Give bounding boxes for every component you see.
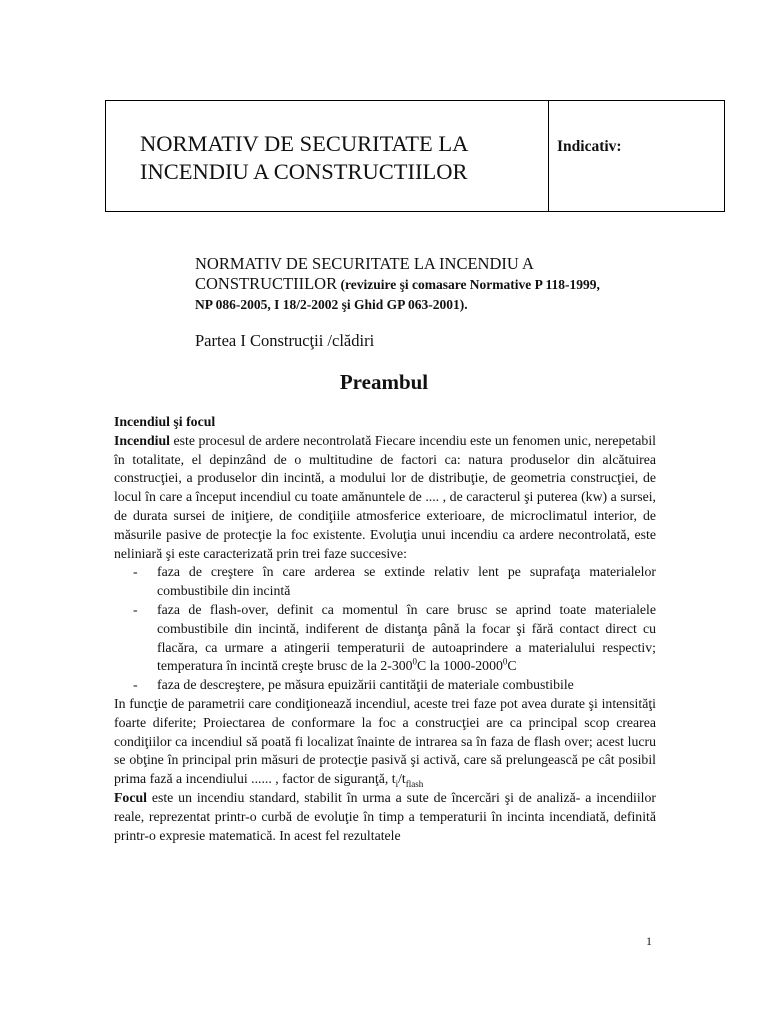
document-heading	[195, 254, 670, 315]
heading-line1: NORMATIV DE SECURITATE LA INCENDIU A	[195, 254, 534, 273]
heading-line2-main: CONSTRUCTIILOR	[195, 274, 338, 293]
heading-line2	[195, 274, 670, 295]
list-item: - faza de descreştere, pe măsura epuizării cantităţii de materiale combustibile	[157, 676, 656, 695]
indicativ-cell	[549, 101, 724, 211]
header-title-line1: NORMATIV DE SECURITATE LA	[140, 131, 469, 156]
bullet2-mid: C la 1000-2000	[417, 658, 503, 674]
phases-list	[114, 563, 656, 695]
bullet2-end: C	[507, 658, 517, 674]
indicativ-label: Indicativ:	[557, 138, 622, 155]
heading-revision-note: (revizuire şi comasare Normative P 118-1999,	[337, 277, 600, 292]
p2-sub1: i	[395, 778, 399, 789]
page-number: 1	[646, 934, 652, 948]
term-focul: Focul	[114, 789, 147, 805]
header-title-cell	[106, 101, 549, 211]
p2-slash: /t	[398, 771, 406, 787]
paragraph-focul-text: este un incendiu standard, stabilit în urma a sute de încercări şi de analiză- a incendiilor reale, reprezentat printr-o curbă de evoluţie în timp a temperaturii în incinta incendiată, definită printr-o expresie matematică. In acest fel rezultatele	[114, 789, 656, 843]
list-item	[157, 601, 656, 676]
paragraph-focul	[114, 789, 656, 845]
section-subheading: Incendiul şi focul	[114, 414, 216, 429]
paragraph-incendiul	[114, 432, 656, 564]
p2-sub2: flash	[405, 778, 424, 789]
header-table	[105, 100, 725, 212]
term-incendiul: Incendiul	[114, 432, 170, 448]
list-item: - faza de creştere în care arderea se extinde relativ lent pe suprafaţa materialelor combustibile din incintă	[157, 563, 656, 601]
paragraph-incendiul-text: este procesul de ardere necontrolată Fiecare incendiu este un fenomen unic, nerepetabil în totalitate, el depinzând de o multitudine de factori ca: natura produselor din alcătuirea construcţiei, a produselor din incintă, a modului lor de distribuţie, de geometria construcţiei, de locul în care a început incendiul cu toate amănuntele de .... , de caracterul şi puterea (kw) a sursei, de durata sursei de iniţiere, de condiţiile atmosferice exterioare, de microclimatul interior, de măsurile pasive de protecţie la foc existente. Evoluţia unui incendiu ca ardere necontrolată, este neliniară şi este caracterizată prin trei faze succesive:	[114, 432, 656, 561]
header-title-line2: INCENDIU A CONSTRUCTIILOR	[140, 159, 468, 184]
preamble-title: Preambul	[339, 370, 429, 394]
part-title: Partea I Construcţii /clădiri	[195, 331, 375, 350]
bullet2-text: faza de flash-over, definit ca momentul în care brusc se aprind toate materialele combustibile din incintă, indiferent de distanţa până la focar şi fără contact direct cu flacăra, ca urmare a atingerii temperaturii de autoaprindere a materialului respectiv; temperatura în incintă creşte brusc de la 2-300	[157, 601, 656, 674]
body-text	[114, 413, 656, 845]
paragraph-phases-text: In funcţie de parametrii care condiţionează incendiul, aceste trei faze pot avea durate şi intensităţi foarte diferite; Proiectarea de conformare la foc a construcţiei are ca principal scop crearea condiţiilor ca incendiul să poată fi localizat înainte de intrarea sa în faza de flash over; acest lucru se obţine în principal prin măsuri de protecţie pasivă şi activă, care să prelungească pe cât posibil prima fază a incendiului ...... , factor de siguranţă, t	[114, 695, 656, 787]
heading-line3: NP 086-2005, I 18/2-2002 şi Ghid GP 063-2001).	[195, 297, 468, 312]
bullet2-sup1: 0	[412, 656, 418, 667]
bullet2-sup2: 0	[502, 656, 508, 667]
paragraph-phases	[114, 695, 656, 789]
